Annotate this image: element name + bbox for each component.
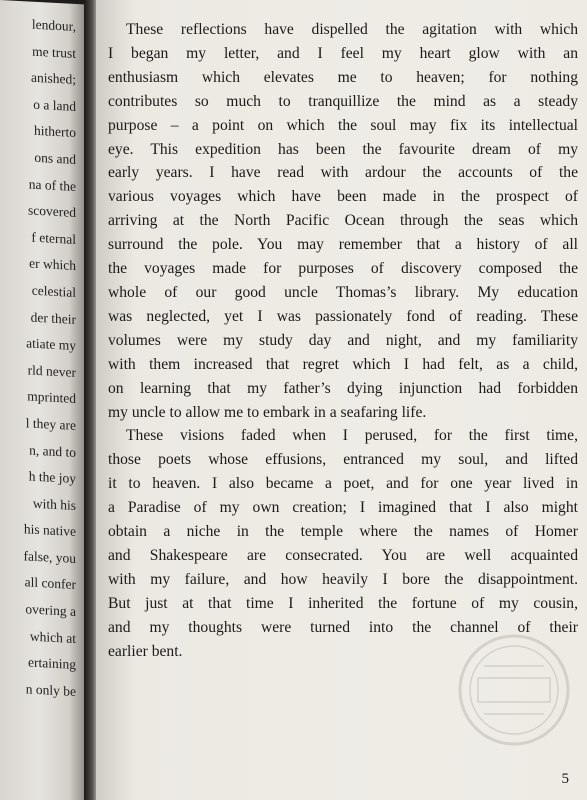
page-number: 5 [561, 771, 569, 787]
text-line: with them increased that regret which I had felt, as a child, [108, 355, 578, 373]
text-line: I began my letter, and I feel my heart glow with an [108, 44, 578, 62]
left-page-line: rld never [27, 362, 76, 380]
left-page-text [24, 11, 76, 705]
text-line: arriving at the North Pacific Ocean through the seas which [108, 212, 578, 230]
text-line: earlier bent. [108, 642, 183, 660]
left-page-line: celestial [31, 282, 76, 300]
paragraph-2 [108, 424, 578, 663]
text-line: purpose – a point on which the soul may fix its intellectual [108, 116, 578, 134]
paragraph-1 [108, 18, 578, 424]
text-line: and my thoughts were turned into the channel of their [108, 618, 578, 636]
left-page-line: his native [23, 521, 76, 540]
left-page-line: hitherto [34, 123, 76, 141]
left-page-line: n only be [25, 681, 76, 699]
text-line: various voyages which have been made in the prospect of [108, 188, 578, 206]
text-line: But just at that time I inherited the fortune of my cousin, [108, 594, 578, 612]
text-line: was neglected, yet I was passionately fond of reading. These [108, 307, 578, 325]
text-line: on learning that my father’s dying injunction had forbidden [108, 379, 578, 397]
left-page-line: anished; [31, 69, 76, 88]
text-line: eye. This expedition has been the favourite dream of my [108, 140, 578, 158]
text-line: it to heaven. I also became a poet, and for one year lived in [108, 475, 578, 493]
left-page-line: with his [32, 495, 76, 513]
text-line: These reflections have dispelled the agitation with which [126, 21, 578, 38]
left-page-line: false, you [23, 548, 76, 566]
left-page-line: l they are [25, 415, 76, 433]
left-page-line: scovered [28, 202, 76, 221]
left-page-line: er which [29, 255, 76, 274]
left-page-line: ertaining [28, 654, 76, 673]
text-line: early years. I have read with ardour the accounts of the [108, 164, 578, 182]
left-page-line: n, and to [29, 442, 76, 460]
left-page-line: der their [30, 309, 76, 327]
text-line: the voyages made for purposes of discovery composed the [108, 260, 578, 278]
left-page-line: ons and [34, 149, 76, 167]
text-line: a Paradise of my own creation; I imagined that I also might [108, 499, 578, 517]
left-page-line: overing a [25, 601, 76, 620]
text-line: These visions faded when I perused, for the first time, [126, 427, 578, 445]
text-line: whole of our good uncle Thomas’s library. My education [108, 283, 578, 301]
page-body [108, 18, 578, 663]
left-page-line: h the joy [28, 468, 76, 487]
text-line: volumes were my study day and night, and my familiarity [108, 331, 578, 349]
text-line: enthusiasm which elevates me to heaven; for nothing [108, 68, 578, 86]
right-page [96, 0, 587, 800]
left-page-line: me trust [32, 43, 76, 61]
left-page-line: atiate my [26, 335, 76, 354]
text-line: surround the pole. You may remember that a history of all [108, 236, 578, 254]
seal-stamp-icon [454, 630, 574, 750]
text-line: contributes so much to tranquillize the mind as a steady [108, 92, 578, 110]
left-page-line: na of the [28, 176, 76, 194]
text-line: obtain a niche in the temple where the names of Homer [108, 523, 578, 541]
left-page [0, 0, 86, 800]
left-page-line: mprinted [27, 388, 76, 407]
left-page-line: f eternal [31, 229, 76, 247]
text-line: my uncle to allow me to embark in a seafaring life. [108, 403, 427, 421]
text-line: those poets whose effusions, entranced my soul, and lifted [108, 451, 578, 469]
text-line: with my failure, and how heavily I bore the disappointment. [108, 570, 578, 588]
left-page-line: all confer [24, 574, 76, 593]
left-page-line: o a land [33, 96, 76, 114]
left-page-line: lendour, [31, 16, 76, 34]
text-line: and Shakespeare are consecrated. You are well acquainted [108, 546, 578, 564]
left-page-line: which at [29, 628, 76, 646]
